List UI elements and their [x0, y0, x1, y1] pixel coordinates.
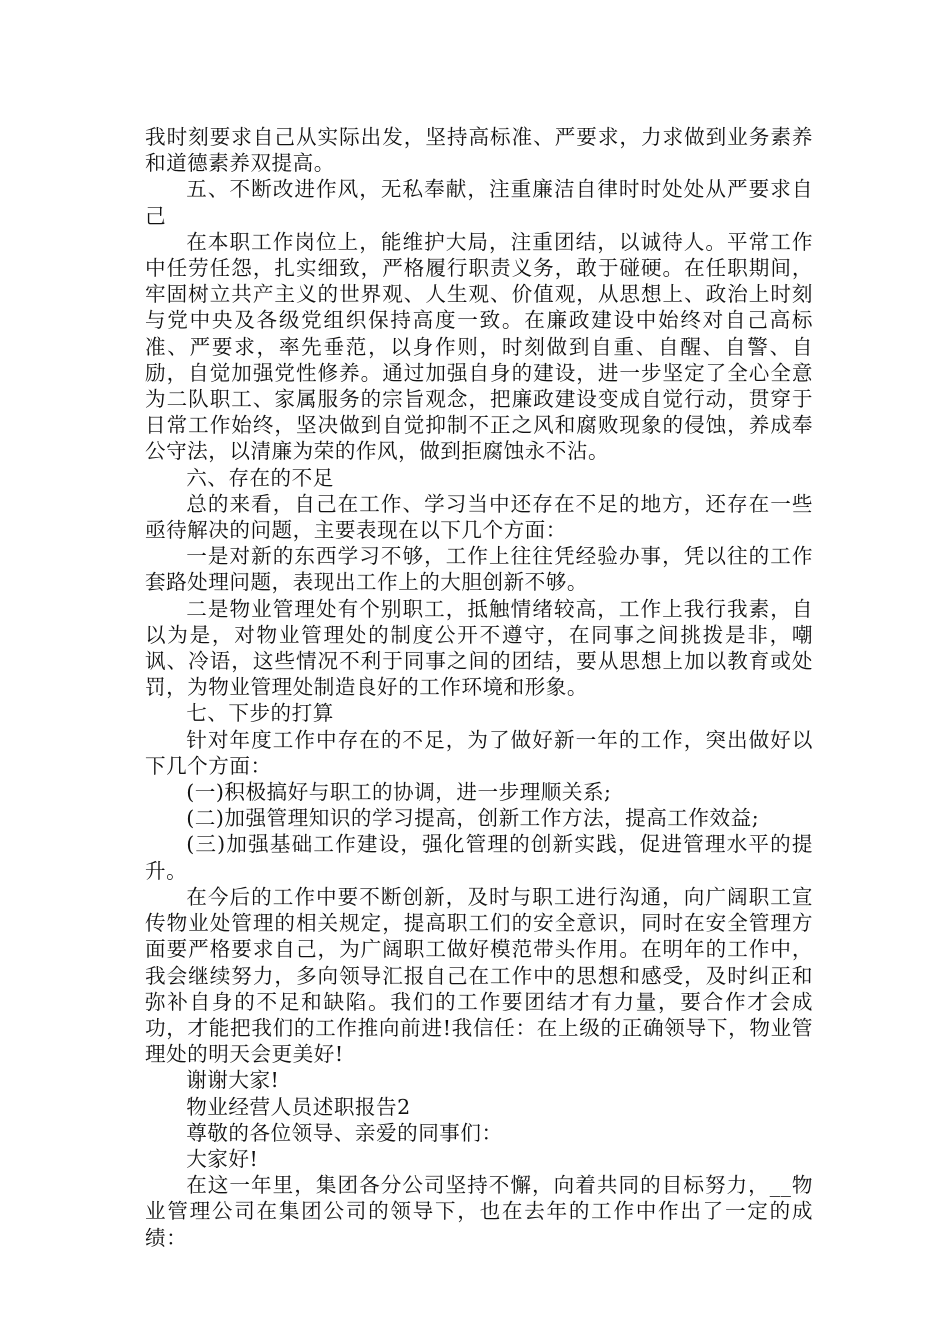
- document-body: [145, 124, 813, 1251]
- paragraph-plan-intro: 针对年度工作中存在的不足，为了做好新一年的工作，突出做好以下几个方面：: [145, 727, 813, 778]
- plan-item-2: (二)加强管理知识的学习提高，创新工作方法，提高工作效益;: [186, 806, 760, 831]
- report-title-2: 物业经营人员述职报告2: [186, 1094, 411, 1119]
- section-heading-6: 六、存在的不足: [186, 465, 334, 490]
- paragraph-shortcoming-1: 一是对新的东西学习不够，工作上往往凭经验办事，凭以往的工作套路处理问题，表现出工作上的大胆创新不够。: [145, 544, 813, 595]
- paragraph-continuation: 我时刻要求自己从实际出发，坚持高标准、严要求，力求做到业务素养和道德素养双提高。: [145, 125, 813, 176]
- section-heading-5: 五、不断改进作风，无私奉献，注重廉洁自律时时处处从严要求自己: [145, 177, 813, 228]
- greeting: 大家好!: [186, 1146, 259, 1171]
- paragraph-thanks: 谢谢大家!: [186, 1068, 280, 1093]
- salutation: 尊敬的各位领导、亲爱的同事们：: [186, 1120, 503, 1145]
- paragraph-shortcoming-2: 二是物业管理处有个别职工，抵触情绪较高，工作上我行我素，自以为是，对物业管理处的制度公开不遵守，在同事之间挑拨是非，嘲讽、冷语，这些情况不利于同事之间的团结，要从思想上加以教育或处罚，为物业管理处制造良好的工作环境和形象。: [145, 596, 813, 700]
- section-heading-7: 七、下步的打算: [186, 701, 334, 726]
- paragraph-shortcomings-intro: 总的来看，自己在工作、学习当中还存在不足的地方，还存在一些亟待解决的问题，主要表现在以下几个方面：: [145, 491, 813, 543]
- paragraph-integrity: 在本职工作岗位上，能维护大局，注重团结，以诚待人。平常工作中任劳任怨，扎实细致，严格履行职责义务，敢于碰硬。在任职期间，牢固树立共产主义的世界观、人生观、价值观，从思想上、政治上时刻与党中央及各级党组织保持高度一致。在廉政建设中始终对自己高标准、严要求，率先垂范，以身作则，时刻做到自重、自醒、自警、自励，自觉加强党性修养。通过加强自身的建设，进一步坚定了全心全意为二队职工、家属服务的宗旨观念，把廉政建设变成自觉行动，贯穿于日常工作始终，坚决做到自觉抑制不正之风和腐败现象的侵蚀，养成奉公守法，以清廉为荣的作风，做到拒腐蚀永不沾。: [145, 229, 813, 464]
- paragraph-achievements-intro: 在这一年里，集团各分公司坚持不懈，向着共同的目标努力，__物业管理公司在集团公司的领导下，也在去年的工作中作出了一定的成绩：: [145, 1173, 813, 1250]
- plan-item-3: (三)加强基础工作建设，强化管理的创新实践，促进管理水平的提升。: [145, 832, 813, 883]
- paragraph-future-work: 在今后的工作中要不断创新，及时与职工进行沟通，向广阔职工宣传物业处管理的相关规定，提高职工们的安全意识，同时在安全管理方面要严格要求自己，为广阔职工做好模范带头作用。在明年的工作中，我会继续努力，多向领导汇报自己在工作中的思想和感受，及时纠正和弥补自身的不足和缺陷。我们的工作要团结才有力量，要合作才会成功，才能把我们的工作推向前进!我信任：在上级的正确领导下，物业管理处的明天会更美好!: [145, 884, 813, 1067]
- plan-item-1: (一)积极搞好与职工的协调，进一步理顺关系;: [186, 780, 612, 805]
